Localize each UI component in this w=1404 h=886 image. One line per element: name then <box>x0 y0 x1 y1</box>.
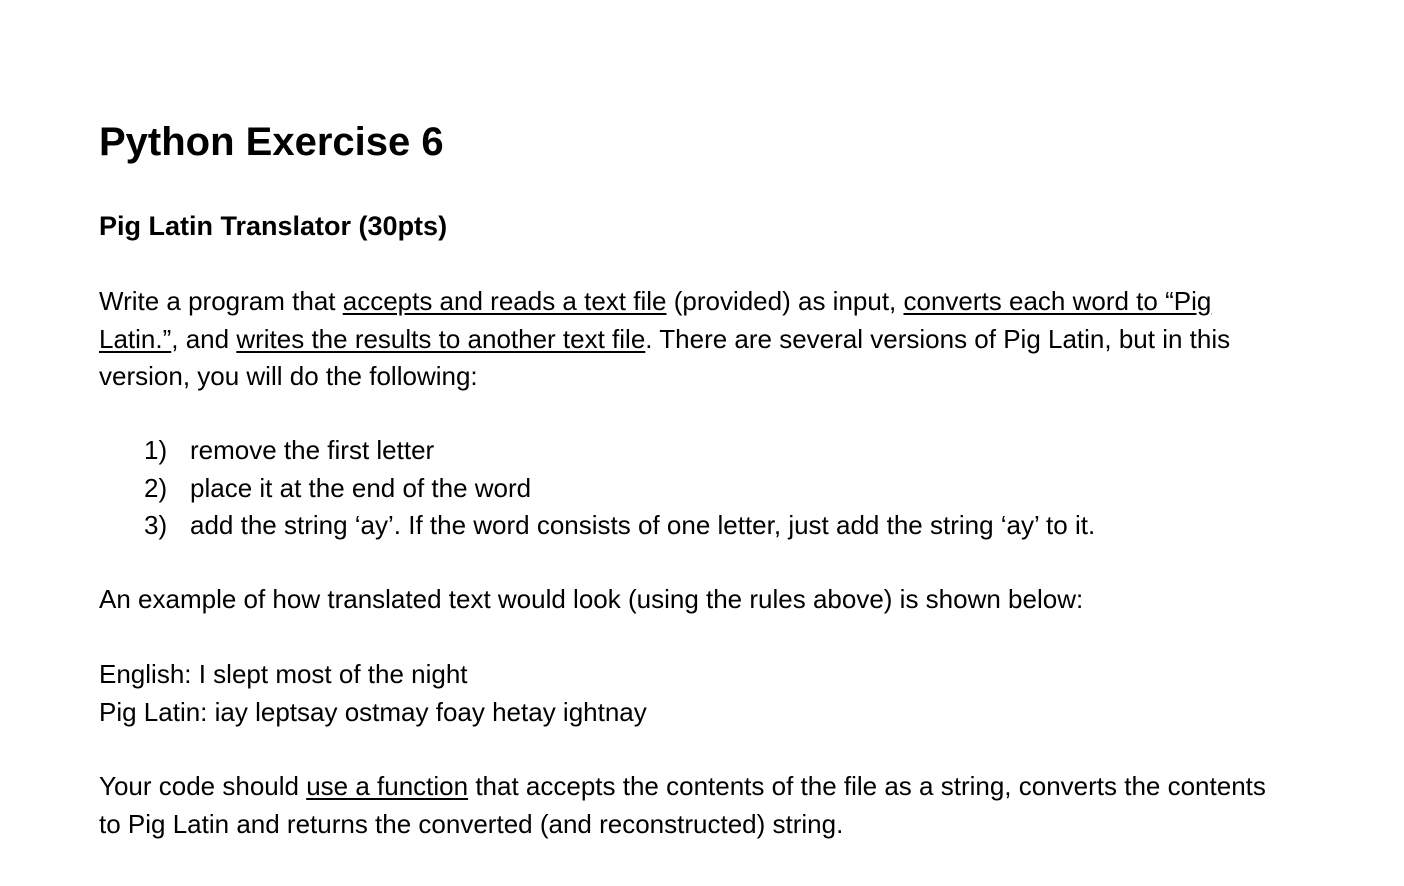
list-item <box>144 507 1095 545</box>
example-pig-latin: Pig Latin: iay leptsay ostmay foay hetay ightnay <box>99 696 647 727</box>
step-number: 2) <box>144 472 168 503</box>
step-number: 1) <box>144 435 168 465</box>
example-intro: An example of how translated text would look (using the rules above) is shown below: <box>99 584 1084 614</box>
intro-text-4: . There are several versions of Pig Latin, but in this version, you will do the following: <box>99 323 1231 391</box>
list-item <box>144 432 1095 470</box>
step-text: place it at the end of the word <box>190 472 532 503</box>
intro-underline-write-file: writes the results to another text file <box>236 323 646 354</box>
intro-text-2: (provided) as input, <box>666 286 904 316</box>
closing-paragraph <box>99 768 1289 843</box>
intro-paragraph <box>99 283 1289 396</box>
example-block <box>99 656 1289 731</box>
page-title: Python Exercise 6 <box>99 120 444 164</box>
step-text: add the string ‘ay’. If the word consists of one letter, just add the string ‘ay’ to it. <box>190 510 1096 540</box>
intro-underline-read-file: accepts and reads a text file <box>342 286 667 316</box>
step-text: remove the first letter <box>190 435 435 465</box>
closing-text-2: that accepts the contents of the file as a string, converts the contents to Pig Latin and returns the converted (and reconstructed) string. <box>99 771 1266 839</box>
intro-text-1: Write a program that <box>99 286 343 316</box>
example-english: English: I slept most of the night <box>99 659 468 689</box>
closing-underline-function: use a function <box>306 771 469 801</box>
intro-text-3: , and <box>171 323 237 354</box>
intro-underline-convert: converts each word to “Pig Latin.” <box>99 286 1212 354</box>
steps-list <box>144 432 1095 545</box>
closing-text-1: Your code should <box>99 771 307 801</box>
list-item <box>144 470 1095 508</box>
section-heading: Pig Latin Translator (30pts) <box>99 211 448 241</box>
step-number: 3) <box>144 510 168 540</box>
